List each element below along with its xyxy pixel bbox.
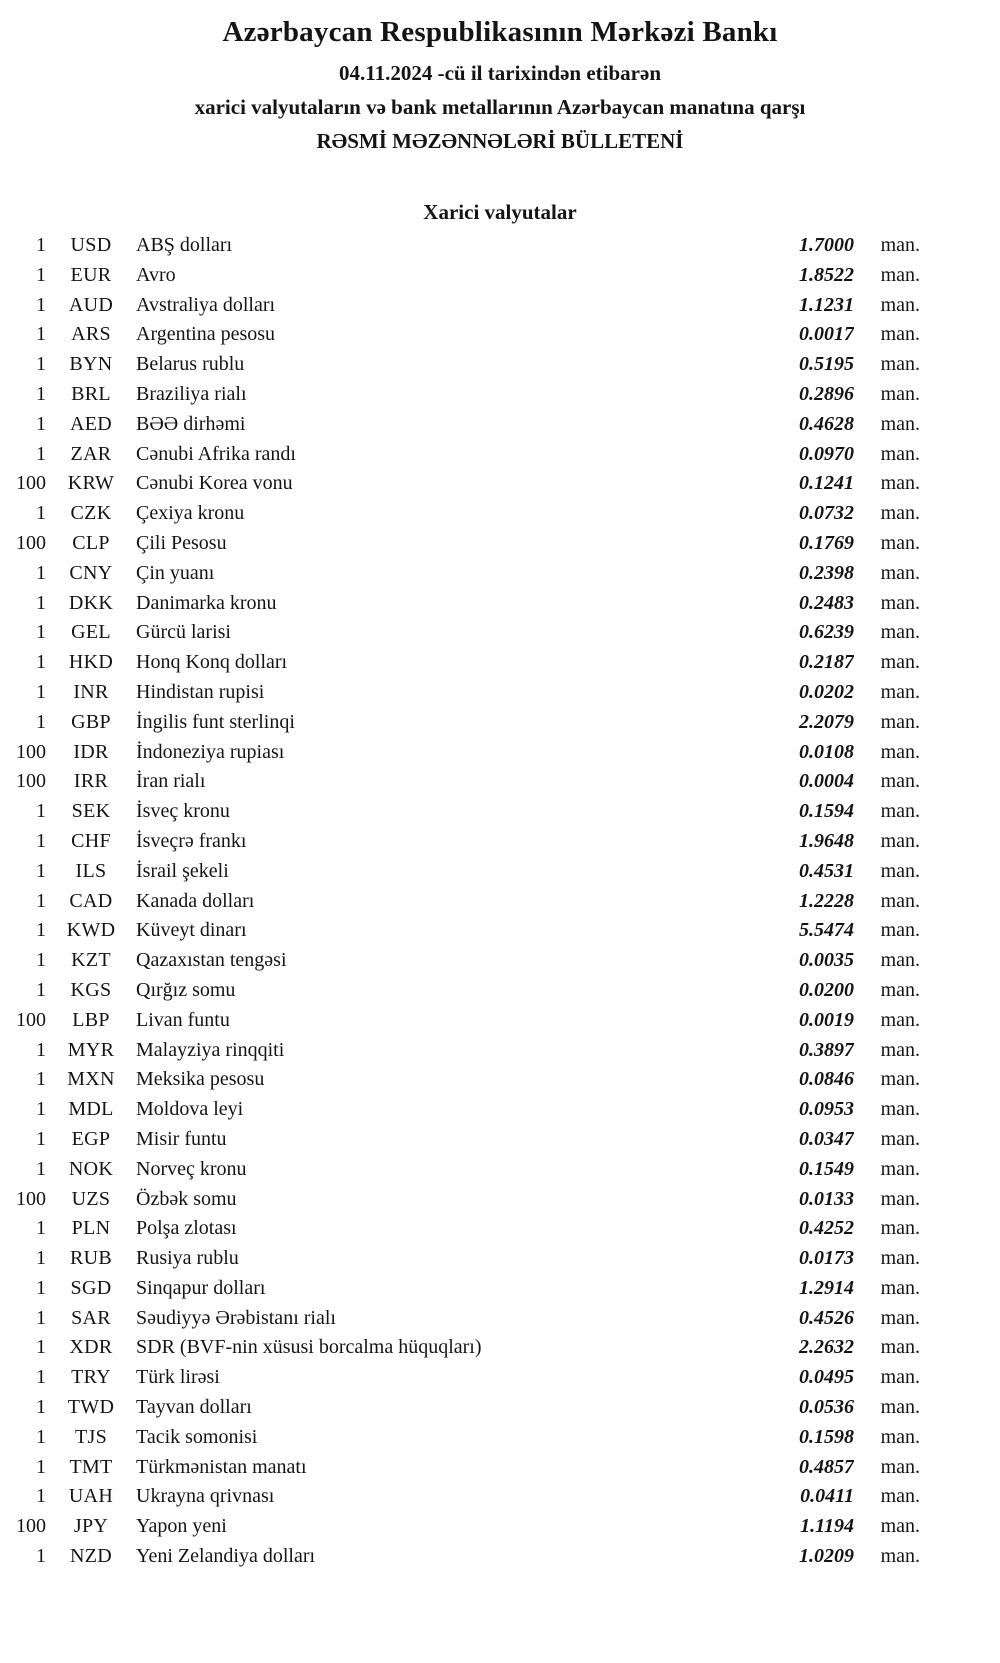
rate-value: 0.0019 [799, 1008, 854, 1031]
rate-value: 1.1231 [799, 293, 854, 316]
rate-value: 0.0173 [799, 1247, 854, 1270]
rate-qty: 1 [36, 412, 46, 435]
rate-qty: 1 [36, 1336, 46, 1359]
rate-row [2, 1333, 920, 1363]
rate-unit: man. [880, 710, 920, 733]
rate-row [2, 1363, 920, 1393]
rate-row [2, 887, 920, 917]
effective-date-line: 04.11.2024 -cü il tarixindən etibarən [339, 61, 661, 85]
currency-code: MYR [67, 1038, 115, 1061]
rate-value: 1.2228 [799, 889, 854, 912]
rate-row [2, 618, 920, 648]
rate-qty: 1 [36, 710, 46, 733]
currency-name: Belarus rublu [136, 353, 245, 376]
currency-name: Çin yuanı [136, 561, 215, 584]
currency-code: KRW [67, 472, 115, 495]
rate-qty: 100 [16, 770, 46, 793]
rate-row [2, 976, 920, 1006]
rate-unit: man. [880, 859, 920, 882]
currency-code: LBP [72, 1008, 110, 1031]
rate-row [2, 1214, 920, 1244]
currency-name: Gürcü larisi [136, 621, 231, 644]
currency-name: SDR (BVF-nin xüsusi borcalma hüquqları) [136, 1336, 482, 1359]
currency-code: CHF [71, 829, 111, 852]
currency-name: Malayziya rinqqiti [136, 1038, 285, 1061]
rate-row [2, 1423, 920, 1453]
rate-value: 0.0017 [799, 323, 854, 346]
rate-value: 0.1598 [799, 1425, 854, 1448]
rate-value: 0.0970 [799, 442, 854, 465]
currency-name: İndoneziya rupiası [136, 740, 285, 763]
currency-code: BYN [69, 353, 113, 376]
rate-row [2, 291, 920, 321]
currency-name: Cənubi Afrika randı [136, 442, 296, 465]
currency-name: Yeni Zelandiya dolları [136, 1545, 316, 1568]
rate-row [2, 916, 920, 946]
rate-value: 0.1241 [799, 472, 854, 495]
currency-name: Sinqapur dolları [136, 1276, 266, 1299]
rate-unit: man. [880, 1425, 920, 1448]
currency-code: CNY [69, 561, 113, 584]
rate-row [2, 320, 920, 350]
rate-unit: man. [880, 1157, 920, 1180]
rate-value: 0.0846 [799, 1068, 854, 1091]
rate-value: 0.2187 [799, 651, 854, 674]
currency-code: KGS [70, 978, 112, 1001]
rate-value: 0.0732 [799, 502, 854, 525]
rate-unit: man. [880, 561, 920, 584]
rate-row [2, 1393, 920, 1423]
rate-row [2, 648, 920, 678]
rate-qty: 1 [36, 800, 46, 823]
currency-name: Türkmənistan manatı [136, 1455, 307, 1478]
rate-qty: 1 [36, 1247, 46, 1270]
rate-value: 0.0200 [799, 978, 854, 1001]
currency-code: RUB [69, 1247, 113, 1270]
rate-qty: 1 [36, 829, 46, 852]
section-title-foreign-currencies: Xarici valyutalar [423, 200, 577, 224]
rate-value: 0.0035 [799, 949, 854, 972]
exchange-rates-body [2, 231, 920, 1572]
rate-unit: man. [880, 502, 920, 525]
currency-name: Moldova leyi [136, 1098, 244, 1121]
rate-unit: man. [880, 1038, 920, 1061]
rate-value: 5.5474 [799, 919, 854, 942]
rate-unit: man. [880, 412, 920, 435]
rate-row [2, 1125, 920, 1155]
rate-row [2, 380, 920, 410]
currency-name: Yapon yeni [136, 1515, 227, 1538]
currency-name: Qazaxıstan tengəsi [136, 949, 287, 972]
exchange-rates-table [2, 231, 920, 1572]
rate-value: 0.2483 [799, 591, 854, 614]
rate-qty: 1 [36, 680, 46, 703]
currency-code: EGP [71, 1127, 111, 1150]
currency-name: BƏƏ dirhəmi [136, 412, 246, 435]
currency-name: Polşa zlotası [136, 1217, 237, 1240]
currency-code: INR [73, 680, 109, 703]
rate-row [2, 231, 920, 261]
currency-code: GBP [71, 710, 111, 733]
rate-value: 0.4531 [799, 859, 854, 882]
rate-value: 0.0411 [800, 1485, 854, 1508]
rate-unit: man. [880, 1485, 920, 1508]
currency-code: TMT [69, 1455, 113, 1478]
rate-qty: 1 [36, 1068, 46, 1091]
currency-name: Çexiya kronu [136, 502, 245, 525]
rate-value: 0.3897 [799, 1038, 854, 1061]
rate-unit: man. [880, 263, 920, 286]
currency-code: IRR [73, 770, 109, 793]
currency-code: AED [69, 412, 112, 435]
rate-unit: man. [880, 382, 920, 405]
rate-row [2, 1155, 920, 1185]
rate-unit: man. [880, 889, 920, 912]
currency-name: İngilis funt sterlinqi [136, 710, 295, 733]
currency-code: NZD [69, 1545, 112, 1568]
currency-name: Səudiyyə Ərəbistanı rialı [136, 1306, 336, 1329]
rate-qty: 100 [16, 1187, 46, 1210]
currency-code: MDL [68, 1098, 114, 1121]
rate-qty: 1 [36, 1545, 46, 1568]
currency-code: ZAR [70, 442, 112, 465]
currency-name: Kanada dolları [136, 889, 255, 912]
currency-name: Misir funtu [136, 1127, 227, 1150]
bank-title: Azərbaycan Respublikasının Mərkəzi Bankı [222, 16, 778, 48]
rate-qty: 1 [36, 1098, 46, 1121]
rate-unit: man. [880, 531, 920, 554]
rate-qty: 1 [36, 502, 46, 525]
rate-value: 0.0004 [799, 770, 854, 793]
rate-value: 0.0108 [799, 740, 854, 763]
rate-unit: man. [880, 1098, 920, 1121]
currency-name: İsveç kronu [136, 800, 230, 823]
rate-qty: 1 [36, 1038, 46, 1061]
rate-unit: man. [880, 1545, 920, 1568]
rate-qty: 1 [36, 1306, 46, 1329]
rate-qty: 1 [36, 919, 46, 942]
currency-code: PLN [71, 1217, 111, 1240]
currency-name: İsveçrə frankı [136, 829, 247, 852]
rate-qty: 1 [36, 1425, 46, 1448]
rate-value: 0.4857 [799, 1455, 854, 1478]
currency-code: SGD [70, 1276, 112, 1299]
rate-row [2, 1185, 920, 1215]
rate-qty: 1 [36, 978, 46, 1001]
currency-code: TWD [67, 1396, 115, 1419]
currency-name: Çili Pesosu [136, 531, 227, 554]
rate-value: 0.4526 [799, 1306, 854, 1329]
rate-qty: 100 [16, 472, 46, 495]
rate-row [2, 946, 920, 976]
rate-unit: man. [880, 1127, 920, 1150]
rate-qty: 1 [36, 1276, 46, 1299]
currency-name: Meksika pesosu [136, 1068, 265, 1091]
currency-code: JPY [73, 1515, 109, 1538]
currency-name: Livan funtu [136, 1008, 230, 1031]
rate-unit: man. [880, 651, 920, 674]
rate-value: 2.2079 [799, 710, 854, 733]
currency-code: IDR [73, 740, 109, 763]
rate-unit: man. [880, 919, 920, 942]
currency-code: UAH [68, 1485, 114, 1508]
rate-value: 0.1549 [799, 1157, 854, 1180]
rate-qty: 1 [36, 651, 46, 674]
currency-code: GEL [71, 621, 111, 644]
rate-qty: 1 [36, 859, 46, 882]
rate-value: 0.0133 [799, 1187, 854, 1210]
currency-name: Danimarka kronu [136, 591, 277, 614]
rate-row [2, 559, 920, 589]
rate-unit: man. [880, 1247, 920, 1270]
rate-value: 0.0202 [799, 680, 854, 703]
rate-row [2, 1036, 920, 1066]
rate-unit: man. [880, 472, 920, 495]
rate-qty: 100 [16, 1008, 46, 1031]
rate-qty: 100 [16, 531, 46, 554]
rate-value: 0.5195 [799, 353, 854, 376]
rate-row [2, 1006, 920, 1036]
currency-name: Avro [136, 263, 176, 286]
rate-row [2, 499, 920, 529]
rate-row [2, 1512, 920, 1542]
rate-row [2, 261, 920, 291]
rate-qty: 1 [36, 1127, 46, 1150]
currency-name: Rusiya rublu [136, 1247, 239, 1270]
rate-row [2, 1274, 920, 1304]
rate-unit: man. [880, 442, 920, 465]
rate-qty: 1 [36, 591, 46, 614]
currency-name: Argentina pesosu [136, 323, 276, 346]
currency-name: Avstraliya dolları [136, 293, 276, 316]
currency-name: İsrail şekeli [136, 859, 229, 882]
bulletin-title: RƏSMİ MƏZƏNNƏLƏRİ BÜLLETENİ [316, 129, 684, 153]
rate-qty: 1 [36, 1396, 46, 1419]
currency-code: SAR [71, 1306, 111, 1329]
rate-qty: 1 [36, 1366, 46, 1389]
rate-unit: man. [880, 949, 920, 972]
rate-qty: 1 [36, 234, 46, 256]
rate-row [2, 529, 920, 559]
currency-code: AUD [68, 293, 114, 316]
currency-name: İran rialı [136, 770, 206, 793]
rate-row [2, 1482, 920, 1512]
currency-code: TJS [74, 1425, 108, 1448]
currency-name: Tacik somonisi [136, 1425, 258, 1448]
rate-qty: 100 [16, 740, 46, 763]
rate-row [2, 1304, 920, 1334]
currency-code: HKD [68, 651, 114, 674]
currency-name: Hindistan rupisi [136, 680, 265, 703]
currency-code: CLP [72, 531, 110, 554]
rate-unit: man. [880, 293, 920, 316]
currency-name: Ukrayna qrivnası [136, 1485, 275, 1508]
currency-code: KZT [71, 949, 111, 972]
currency-code: UZS [71, 1187, 111, 1210]
currency-code: XDR [69, 1336, 113, 1359]
rate-row [2, 1065, 920, 1095]
rate-unit: man. [880, 1187, 920, 1210]
currency-code: MXN [67, 1068, 115, 1091]
rate-value: 1.2914 [799, 1276, 854, 1299]
rate-value: 1.0209 [799, 1545, 854, 1568]
currency-name: Cənubi Korea vonu [136, 472, 293, 495]
rate-qty: 100 [16, 1515, 46, 1538]
currency-code: ARS [71, 323, 111, 346]
rate-qty: 1 [36, 949, 46, 972]
rate-unit: man. [880, 234, 920, 256]
rate-qty: 1 [36, 889, 46, 912]
rate-unit: man. [880, 1068, 920, 1091]
rate-unit: man. [880, 740, 920, 763]
rate-value: 2.2632 [799, 1336, 854, 1359]
rate-unit: man. [880, 621, 920, 644]
rate-value: 0.6239 [799, 621, 854, 644]
rate-row [2, 350, 920, 380]
rate-unit: man. [880, 829, 920, 852]
rate-unit: man. [880, 1276, 920, 1299]
rate-unit: man. [880, 1336, 920, 1359]
currency-name: Türk lirəsi [136, 1366, 220, 1389]
rate-value: 0.1594 [799, 800, 854, 823]
rate-unit: man. [880, 323, 920, 346]
rate-row [2, 1095, 920, 1125]
rate-unit: man. [880, 1455, 920, 1478]
rate-unit: man. [880, 1396, 920, 1419]
rate-qty: 1 [36, 1217, 46, 1240]
rate-value: 1.8522 [799, 263, 854, 286]
rate-value: 0.2398 [799, 561, 854, 584]
rate-value: 0.0495 [799, 1366, 854, 1389]
rate-unit: man. [880, 680, 920, 703]
currency-name: Qırğız somu [136, 978, 236, 1001]
rate-unit: man. [880, 770, 920, 793]
rate-unit: man. [880, 1217, 920, 1240]
rate-unit: man. [880, 1515, 920, 1538]
rate-qty: 1 [36, 1485, 46, 1508]
rate-row [2, 738, 920, 768]
rate-value: 0.2896 [799, 382, 854, 405]
rate-unit: man. [880, 1306, 920, 1329]
rate-qty: 1 [36, 323, 46, 346]
currency-code: USD [70, 234, 112, 256]
rate-row [2, 1453, 920, 1483]
rate-row [2, 797, 920, 827]
rate-value: 1.1194 [800, 1515, 854, 1538]
currency-code: ILS [75, 859, 107, 882]
rate-row [2, 589, 920, 619]
rate-qty: 1 [36, 293, 46, 316]
currency-code: TRY [71, 1366, 111, 1389]
currency-name: Honq Konq dolları [136, 651, 288, 674]
rate-qty: 1 [36, 442, 46, 465]
currency-code: KWD [66, 919, 116, 942]
rate-value: 0.4628 [799, 412, 854, 435]
rate-row [2, 1244, 920, 1274]
rate-qty: 1 [36, 263, 46, 286]
rate-qty: 1 [36, 561, 46, 584]
rate-row [2, 440, 920, 470]
rate-value: 0.0953 [799, 1098, 854, 1121]
rate-qty: 1 [36, 1157, 46, 1180]
currency-code: BRL [71, 382, 111, 405]
currency-name: Özbək somu [136, 1187, 237, 1210]
currency-name: ABŞ dolları [136, 234, 233, 256]
rate-unit: man. [880, 978, 920, 1001]
rate-value: 0.4252 [799, 1217, 854, 1240]
rate-qty: 1 [36, 621, 46, 644]
currency-code: EUR [70, 263, 112, 286]
rate-value: 0.0536 [799, 1396, 854, 1419]
currency-code: CAD [69, 889, 113, 912]
rate-row [2, 1542, 920, 1572]
rate-value: 1.7000 [799, 234, 854, 256]
rate-qty: 1 [36, 353, 46, 376]
rate-row [2, 857, 920, 887]
rate-row [2, 410, 920, 440]
rate-row [2, 827, 920, 857]
rate-row [2, 678, 920, 708]
rate-value: 0.1769 [799, 531, 854, 554]
rate-value: 0.0347 [799, 1127, 854, 1150]
rate-unit: man. [880, 1366, 920, 1389]
rate-unit: man. [880, 353, 920, 376]
currency-name: Tayvan dolları [136, 1396, 252, 1419]
rate-unit: man. [880, 800, 920, 823]
currency-code: CZK [70, 502, 112, 525]
rate-unit: man. [880, 591, 920, 614]
currency-name: Braziliya rialı [136, 382, 247, 405]
rate-qty: 1 [36, 382, 46, 405]
currency-code: NOK [68, 1157, 114, 1180]
rate-unit: man. [880, 1008, 920, 1031]
currency-code: DKK [68, 591, 114, 614]
currency-code: SEK [71, 800, 111, 823]
rate-row [2, 708, 920, 738]
rate-qty: 1 [36, 1455, 46, 1478]
scope-line: xarici valyutaların və bank metallarının Azərbaycan manatına qarşı [194, 95, 806, 119]
rate-row [2, 469, 920, 499]
currency-name: Küveyt dinarı [136, 919, 247, 942]
currency-name: Norveç kronu [136, 1157, 247, 1180]
rate-row [2, 767, 920, 797]
rate-value: 1.9648 [799, 829, 854, 852]
